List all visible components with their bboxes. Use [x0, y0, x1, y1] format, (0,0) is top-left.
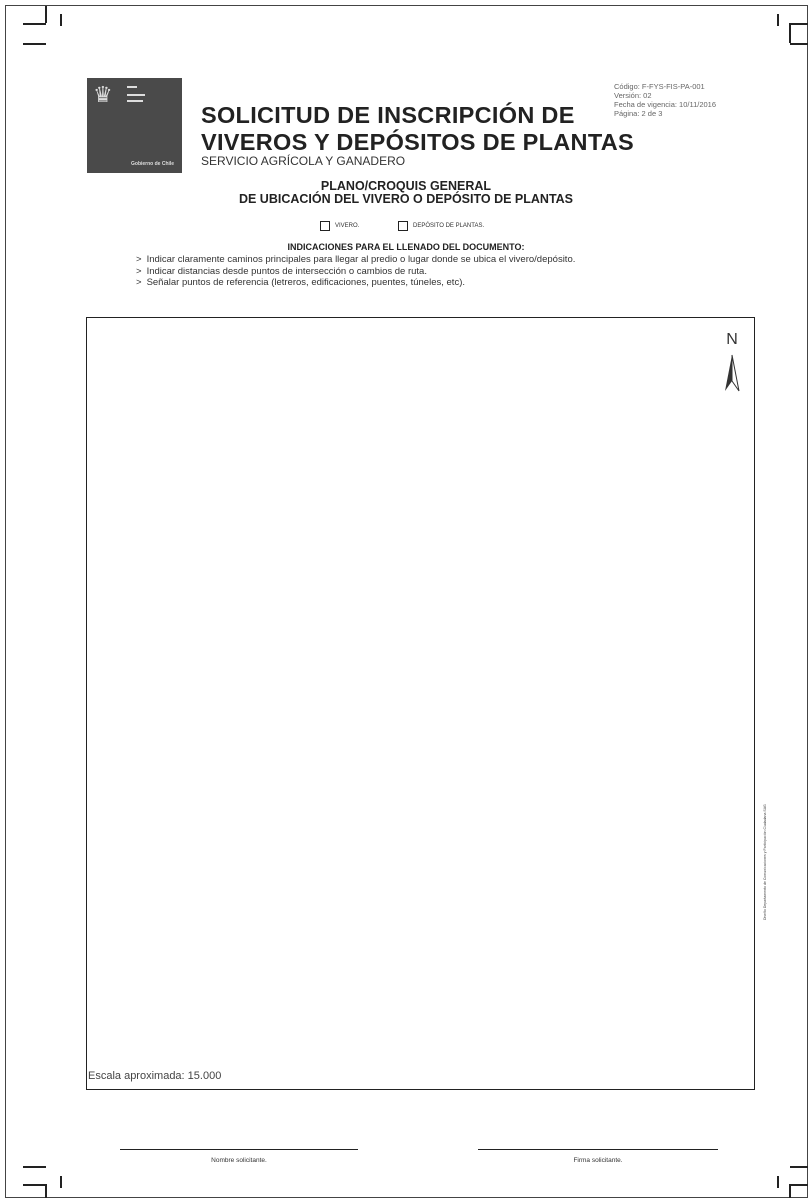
- agency-name: SERVICIO AGRÍCOLA Y GANADERO: [201, 154, 406, 168]
- section-title-line-2: DE UBICACIÓN DEL VIVERO O DEPÓSITO DE PLANTAS: [238, 192, 574, 206]
- meta-codigo: Código: F-FYS-FIS-PA-001: [614, 82, 705, 91]
- checkbox-vivero[interactable]: [320, 221, 359, 231]
- name-label: Nombre solicitante.: [211, 1157, 267, 1164]
- instructions-list: [136, 254, 575, 289]
- checkbox-box[interactable]: [398, 221, 408, 231]
- type-checkboxes: [0, 221, 812, 235]
- meta-version: Versión: 02: [614, 91, 652, 100]
- section-title-line-1: PLANO/CROQUIS GENERAL: [320, 179, 492, 193]
- instructions-title: INDICACIONES PARA EL LLENADO DEL DOCUMENTO:: [287, 242, 525, 252]
- sag-logo: [87, 78, 182, 173]
- north-arrow-icon: [722, 353, 742, 393]
- name-signature-line: [120, 1149, 358, 1150]
- document-metadata: [614, 82, 716, 118]
- section-title: [0, 180, 812, 206]
- instruction-item: > Señalar puntos de referencia (letreros, edificaciones, puentes, túneles, etc).: [136, 277, 465, 288]
- meta-vigencia: Fecha de vigencia: 10/11/2016: [614, 100, 717, 109]
- firma-label: Firma solicitante.: [573, 1157, 623, 1164]
- firma-signature-line: [478, 1149, 718, 1150]
- title-line-2: VIVEROS Y DEPÓSITOS DE PLANTAS: [201, 129, 634, 155]
- checkbox-label: DEPÓSITO DE PLANTAS.: [413, 223, 485, 229]
- meta-pagina: Página: 2 de 3: [614, 109, 663, 118]
- instruction-item: > Indicar distancias desde puntos de intersección o cambios de ruta.: [136, 265, 427, 277]
- north-label: N: [726, 331, 738, 348]
- side-credit: Diseño Departamento de Comunicaciones y Participación Ciudadana SAG: [763, 804, 767, 920]
- checkbox-box[interactable]: [320, 221, 330, 231]
- checkbox-deposito[interactable]: [398, 221, 484, 231]
- checkbox-label: VIVERO.: [335, 223, 360, 229]
- scale-text: Escala aproximada: 15.000: [88, 1070, 222, 1082]
- logo-gobierno-text: Gobierno de Chile: [131, 161, 175, 167]
- document-title: [201, 102, 634, 156]
- instruction-item: > Indicar claramente caminos principales para llegar al predio o lugar donde se ubica el vivero/depósito.: [136, 254, 576, 265]
- title-line-1: SOLICITUD DE INSCRIPCIÓN DE: [201, 102, 575, 128]
- coat-of-arms-icon: ♛: [93, 82, 113, 107]
- map-drawing-area[interactable]: [86, 317, 755, 1090]
